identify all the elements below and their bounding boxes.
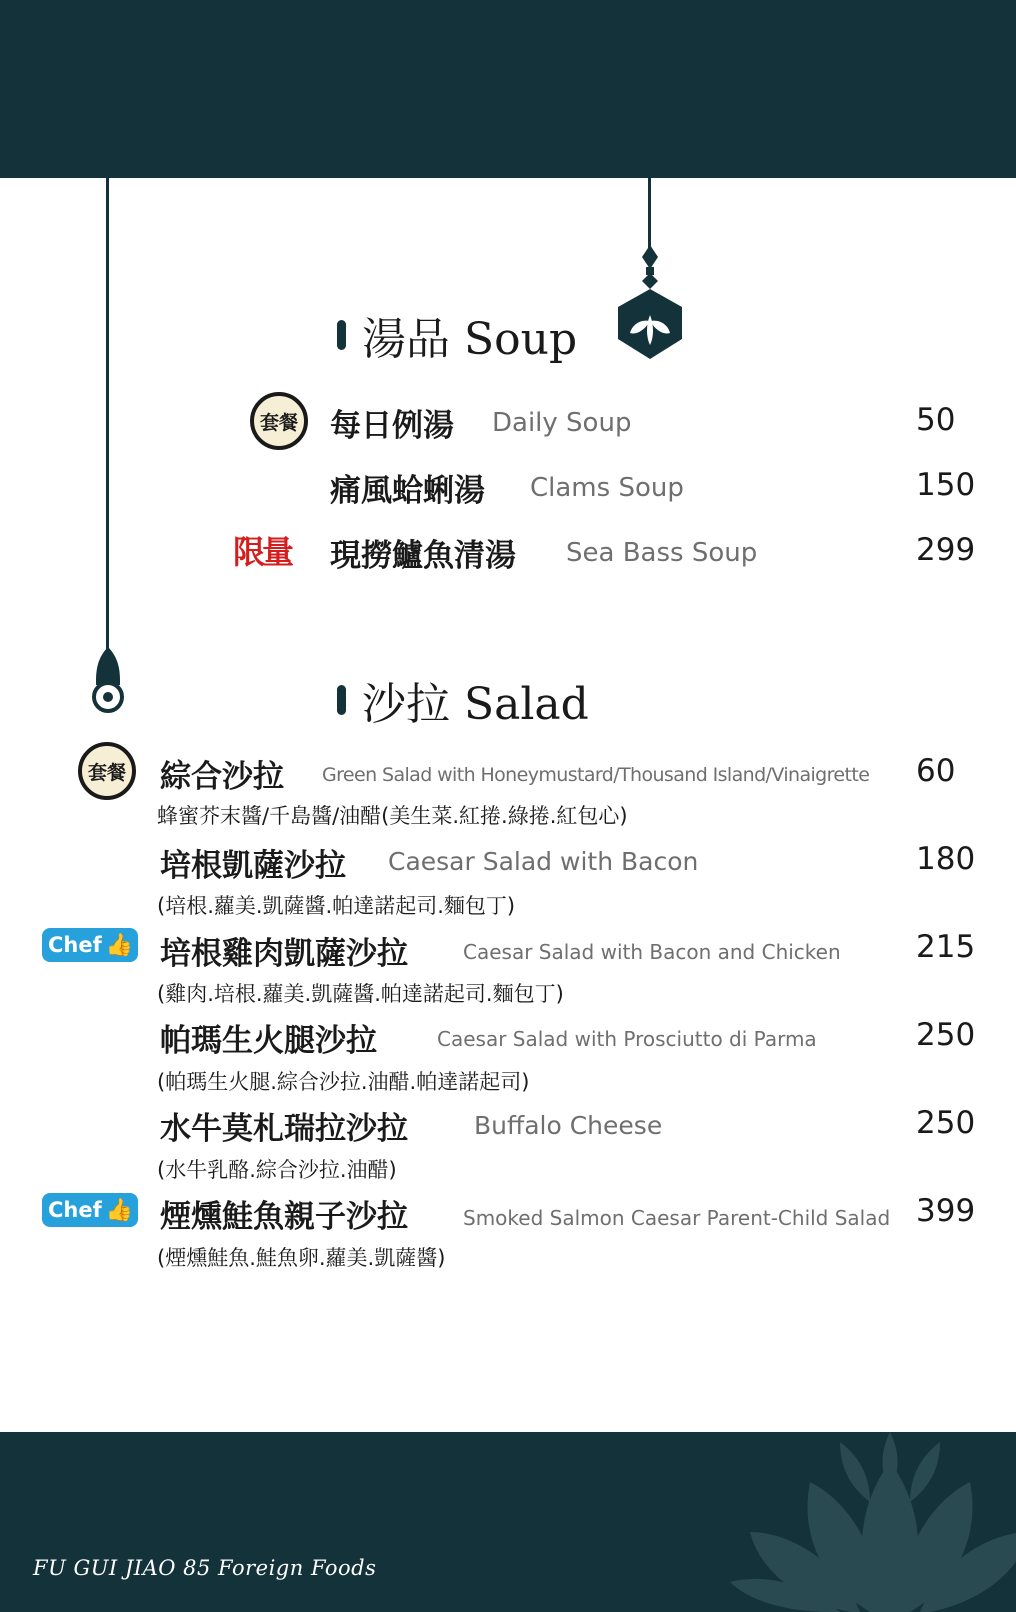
dish-price: 50 [916, 402, 956, 438]
dish-name-zh: 煙燻鮭魚親子沙拉 [160, 1199, 408, 1235]
dish-name-zh: 每日例湯 [330, 408, 454, 444]
dish-name-en: Green Salad with Honeymustard/Thousand Island/Vinaigrette [322, 764, 870, 786]
left-lamp-cord [106, 178, 109, 660]
section-marker-bar [337, 685, 346, 715]
dish-name-zh: 綜合沙拉 [160, 759, 284, 795]
chef-recommend-icon [42, 1193, 138, 1227]
lotus-flower-icon [730, 1432, 1016, 1612]
top-banner [0, 0, 1016, 178]
dish-price: 250 [916, 1105, 976, 1141]
soup-section-header [337, 303, 577, 367]
dish-price: 215 [916, 929, 976, 965]
thumbs-up-icon: 👍 [105, 1197, 134, 1223]
dish-price: 299 [916, 532, 976, 568]
set-meal-badge-icon: 套餐 [78, 742, 136, 800]
chef-label: Chef [48, 933, 102, 957]
dish-price: 180 [916, 841, 976, 877]
dish-name-en: Caesar Salad with Bacon and Chicken [463, 940, 841, 964]
hanging-lamp-icon [88, 645, 128, 715]
dish-price: 150 [916, 467, 976, 503]
dish-name-zh: 培根凱薩沙拉 [160, 848, 346, 884]
chef-label: Chef [48, 1198, 102, 1222]
dish-price: 250 [916, 1017, 976, 1053]
dish-name-en: Sea Bass Soup [566, 538, 758, 568]
dish-description: (煙燻鮭魚.鮭魚卵.蘿美.凱薩醬) [157, 1246, 446, 1270]
thumbs-up-icon: 👍 [105, 932, 134, 958]
dish-name-en: Clams Soup [530, 473, 684, 503]
dish-name-en: Buffalo Cheese [474, 1111, 663, 1140]
set-meal-badge-icon: 套餐 [250, 392, 308, 450]
limited-badge-icon: 限量 [233, 533, 292, 571]
dish-description: (水牛乳酪.綜合沙拉.油醋) [157, 1158, 397, 1182]
dish-name-zh: 培根雞肉凱薩沙拉 [160, 936, 408, 972]
right-lamp-cord [648, 178, 651, 248]
dish-name-en: Smoked Salmon Caesar Parent-Child Salad [463, 1206, 891, 1230]
soup-section-title: 湯品 Soup [362, 314, 578, 365]
salad-section-title: 沙拉 Salad [362, 679, 589, 730]
dish-price: 399 [916, 1193, 976, 1229]
dish-name-en: Daily Soup [492, 408, 632, 438]
dish-name-zh: 痛風蛤蜊湯 [330, 473, 485, 509]
dish-description: (培根.蘿美.凱薩醬.帕達諾起司.麵包丁) [157, 894, 516, 918]
salad-section-header [337, 668, 589, 732]
hanging-lantern-icon [612, 245, 688, 369]
section-marker-bar [337, 320, 346, 350]
dish-description: (帕瑪生火腿.綜合沙拉.油醋.帕達諾起司) [157, 1070, 530, 1094]
dish-name-en: Caesar Salad with Prosciutto di Parma [437, 1027, 817, 1051]
dish-name-zh: 帕瑪生火腿沙拉 [160, 1023, 377, 1059]
bottom-banner [0, 1432, 1016, 1612]
footer-brand: FU GUI JIAO 85 Foreign Foods [33, 1556, 377, 1580]
dish-name-en: Caesar Salad with Bacon [388, 847, 699, 876]
dish-price: 60 [916, 753, 956, 789]
dish-name-zh: 現撈鱸魚清湯 [330, 538, 516, 574]
dish-description: 蜂蜜芥末醬/千島醬/油醋(美生菜.紅捲.綠捲.紅包心) [157, 804, 628, 828]
chef-recommend-icon [42, 928, 138, 962]
dish-description: (雞肉.培根.蘿美.凱薩醬.帕達諾起司.麵包丁) [157, 982, 564, 1006]
dish-name-zh: 水牛莫札瑞拉沙拉 [160, 1111, 408, 1147]
